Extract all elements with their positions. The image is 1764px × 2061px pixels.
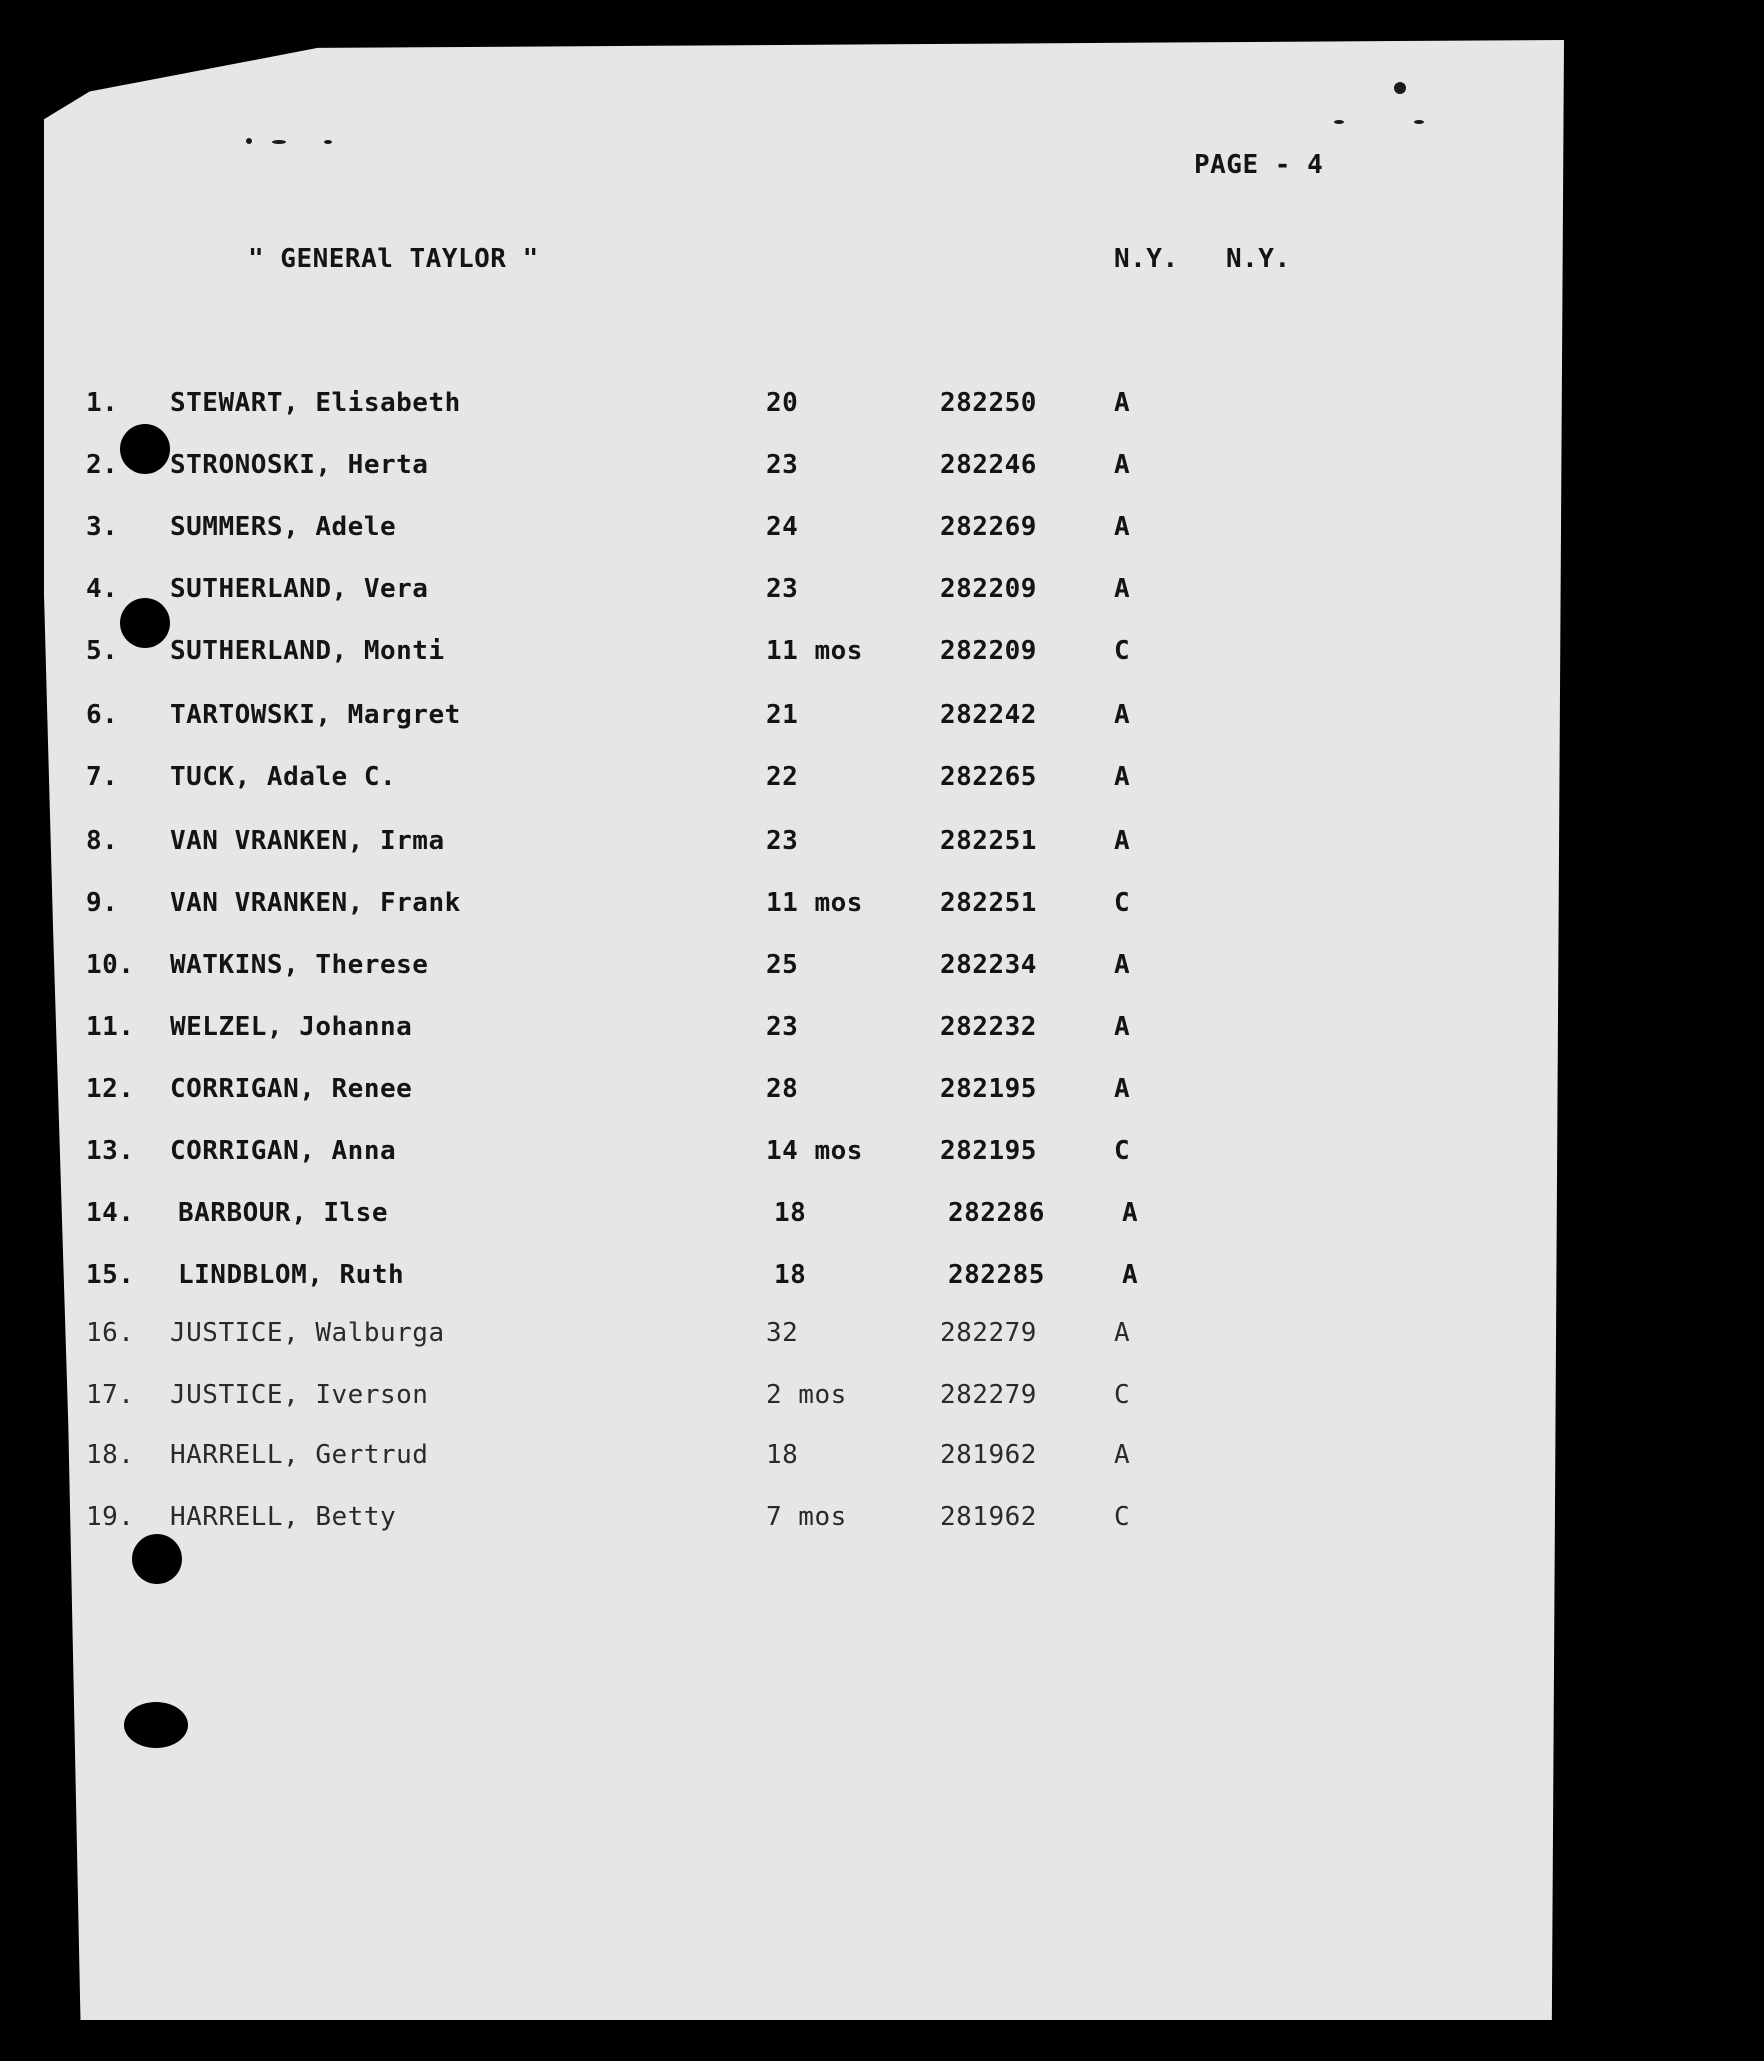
entry-number: 10. <box>86 950 135 980</box>
passenger-age: 14 mos <box>766 1136 863 1166</box>
punch-hole-4 <box>124 1702 188 1748</box>
passenger-class: A <box>1114 700 1131 730</box>
list-item <box>0 1260 1764 1300</box>
passenger-age: 18 <box>774 1260 807 1290</box>
speck-3 <box>272 140 286 144</box>
entry-number: 5. <box>86 636 119 666</box>
passenger-class: C <box>1114 1502 1131 1532</box>
passenger-age: 21 <box>766 700 799 730</box>
passenger-age: 23 <box>766 450 799 480</box>
passenger-age: 28 <box>766 1074 799 1104</box>
passenger-class: A <box>1114 1318 1131 1348</box>
list-item <box>0 388 1764 428</box>
passenger-age: 32 <box>766 1318 799 1348</box>
passenger-class: C <box>1114 888 1131 918</box>
speck-4 <box>324 140 332 144</box>
list-item <box>0 450 1764 490</box>
passenger-class: A <box>1114 512 1131 542</box>
passenger-name: VAN VRANKEN, Frank <box>170 888 461 918</box>
passenger-id: 281962 <box>940 1502 1037 1532</box>
passenger-id: 282195 <box>940 1136 1037 1166</box>
entry-number: 6. <box>86 700 119 730</box>
passenger-name: LINDBLOM, Ruth <box>178 1260 405 1290</box>
entry-number: 18. <box>86 1440 135 1470</box>
passenger-class: C <box>1114 1136 1131 1166</box>
list-item <box>0 1318 1764 1358</box>
passenger-id: 282279 <box>940 1318 1037 1348</box>
entry-number: 16. <box>86 1318 135 1348</box>
passenger-class: A <box>1114 574 1131 604</box>
passenger-name: STRONOSKI, Herta <box>170 450 429 480</box>
entry-number: 8. <box>86 826 119 856</box>
speck-1 <box>1394 82 1406 94</box>
passenger-class: C <box>1114 1380 1131 1410</box>
passenger-class: A <box>1122 1198 1139 1228</box>
passenger-class: A <box>1114 388 1131 418</box>
passenger-age: 2 mos <box>766 1380 847 1410</box>
passenger-id: 282242 <box>940 700 1037 730</box>
entry-number: 2. <box>86 450 119 480</box>
passenger-id: 282269 <box>940 512 1037 542</box>
passenger-name: TUCK, Adale C. <box>170 762 397 792</box>
passenger-age: 24 <box>766 512 799 542</box>
entry-number: 3. <box>86 512 119 542</box>
passenger-age: 23 <box>766 1012 799 1042</box>
entry-number: 15. <box>86 1260 135 1290</box>
passenger-name: WATKINS, Therese <box>170 950 429 980</box>
passenger-name: HARRELL, Gertrud <box>170 1440 429 1470</box>
passenger-name: JUSTICE, Iverson <box>170 1380 429 1410</box>
entry-number: 11. <box>86 1012 135 1042</box>
passenger-id: 282265 <box>940 762 1037 792</box>
punch-hole-3 <box>132 1534 182 1584</box>
passenger-id: 282232 <box>940 1012 1037 1042</box>
speck-5 <box>1334 120 1344 124</box>
passenger-age: 18 <box>766 1440 799 1470</box>
column-header-ny-1: N.Y. <box>1114 244 1179 274</box>
passenger-id: 282251 <box>940 826 1037 856</box>
passenger-class: A <box>1114 1012 1131 1042</box>
passenger-name: HARRELL, Betty <box>170 1502 397 1532</box>
list-item <box>0 636 1764 676</box>
entry-number: 9. <box>86 888 119 918</box>
column-header-ny-2: N.Y. <box>1226 244 1291 274</box>
passenger-name: SUMMERS, Adele <box>170 512 397 542</box>
page-number: PAGE - 4 <box>1194 150 1324 180</box>
entry-number: 4. <box>86 574 119 604</box>
passenger-name: WELZEL, Johanna <box>170 1012 413 1042</box>
passenger-name: STEWART, Elisabeth <box>170 388 461 418</box>
passenger-name: BARBOUR, Ilse <box>178 1198 388 1228</box>
passenger-id: 282251 <box>940 888 1037 918</box>
entry-number: 19. <box>86 1502 135 1532</box>
list-item <box>0 950 1764 990</box>
speck-2 <box>246 138 252 144</box>
passenger-age: 11 mos <box>766 888 863 918</box>
passenger-class: A <box>1114 826 1131 856</box>
passenger-name: SUTHERLAND, Vera <box>170 574 429 604</box>
passenger-name: JUSTICE, Walburga <box>170 1318 445 1348</box>
passenger-class: A <box>1114 762 1131 792</box>
punch-hole-1 <box>120 424 170 474</box>
passenger-name: CORRIGAN, Anna <box>170 1136 397 1166</box>
list-item <box>0 888 1764 928</box>
list-item <box>0 1380 1764 1420</box>
list-item <box>0 826 1764 866</box>
entry-number: 17. <box>86 1380 135 1410</box>
passenger-age: 11 mos <box>766 636 863 666</box>
entry-number: 1. <box>86 388 119 418</box>
speck-6 <box>1414 120 1424 124</box>
passenger-id: 282234 <box>940 950 1037 980</box>
passenger-age: 20 <box>766 388 799 418</box>
passenger-class: A <box>1114 450 1131 480</box>
passenger-name: TARTOWSKI, Margret <box>170 700 461 730</box>
passenger-class: C <box>1114 636 1131 666</box>
list-item <box>0 1440 1764 1480</box>
ship-title: " GENERAl TAYLOR " <box>248 244 539 274</box>
passenger-class: A <box>1114 1440 1131 1470</box>
entry-number: 7. <box>86 762 119 792</box>
entry-number: 14. <box>86 1198 135 1228</box>
passenger-age: 22 <box>766 762 799 792</box>
passenger-id: 282285 <box>948 1260 1045 1290</box>
passenger-class: A <box>1114 1074 1131 1104</box>
passenger-id: 282209 <box>940 574 1037 604</box>
list-item <box>0 762 1764 802</box>
passenger-id: 282209 <box>940 636 1037 666</box>
entry-number: 12. <box>86 1074 135 1104</box>
list-item <box>0 1136 1764 1176</box>
passenger-age: 23 <box>766 574 799 604</box>
list-item <box>0 1012 1764 1052</box>
passenger-age: 7 mos <box>766 1502 847 1532</box>
entry-number: 13. <box>86 1136 135 1166</box>
passenger-id: 282195 <box>940 1074 1037 1104</box>
list-item <box>0 574 1764 614</box>
passenger-class: A <box>1114 950 1131 980</box>
passenger-name: CORRIGAN, Renee <box>170 1074 413 1104</box>
passenger-age: 23 <box>766 826 799 856</box>
list-item <box>0 1074 1764 1114</box>
list-item <box>0 700 1764 740</box>
passenger-id: 282250 <box>940 388 1037 418</box>
passenger-id: 281962 <box>940 1440 1037 1470</box>
passenger-class: A <box>1122 1260 1139 1290</box>
list-item <box>0 512 1764 552</box>
passenger-age: 18 <box>774 1198 807 1228</box>
passenger-age: 25 <box>766 950 799 980</box>
passenger-id: 282286 <box>948 1198 1045 1228</box>
passenger-name: SUTHERLAND, Monti <box>170 636 445 666</box>
punch-hole-2 <box>120 598 170 648</box>
passenger-name: VAN VRANKEN, Irma <box>170 826 445 856</box>
passenger-id: 282279 <box>940 1380 1037 1410</box>
list-item <box>0 1198 1764 1238</box>
list-item <box>0 1502 1764 1542</box>
passenger-id: 282246 <box>940 450 1037 480</box>
